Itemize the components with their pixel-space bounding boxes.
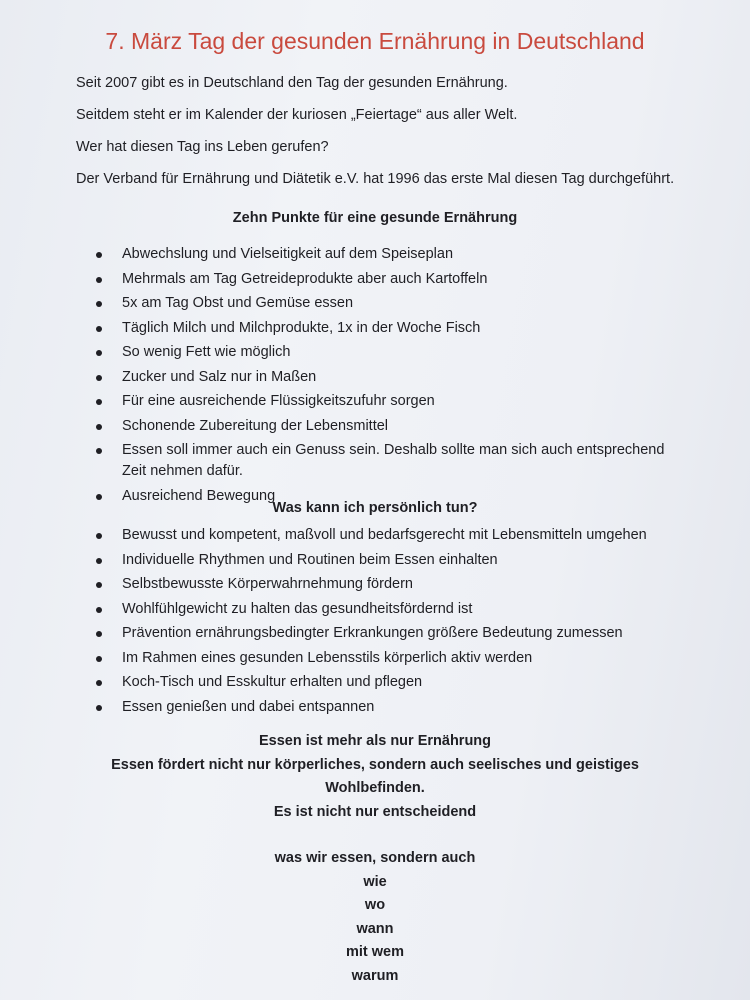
closing-line: Es ist nicht nur entscheidend [273,803,477,820]
list-item-text: Koch-Tisch und Esskultur erhalten und pflegen [122,674,423,690]
bullet-icon [96,494,102,500]
list-item-text: Essen genießen und dabei entspannen [122,698,375,715]
list-item-text: Im Rahmen eines gesunden Lebensstils körperlich aktiv werden [122,649,533,666]
bullet-icon [96,533,102,539]
document-title: 7. März Tag der gesunden Ernährung in Deutschland [105,28,645,54]
list-item [96,672,686,693]
closing-word: warum [351,967,399,984]
closing-word: mit wem [345,944,404,960]
list-item [96,293,686,314]
bullet-icon [96,301,102,307]
bullet-icon [96,558,102,564]
list-item [96,416,686,437]
list-item [96,623,686,644]
bullet-icon [96,607,102,613]
list-item-text: Prävention ernährungsbedingter Erkrankungen größere Bedeutung zumessen [122,625,623,641]
list-item [96,599,686,620]
bullet-icon [96,680,102,686]
bullet-icon [96,399,102,405]
bullet-icon [96,705,102,711]
spacer [0,824,750,847]
list-item [96,244,686,265]
list-item [96,391,686,412]
bullet-icon [96,252,102,258]
section1-list [96,244,686,510]
bullet-icon [96,582,102,588]
list-item-text: Essen soll immer auch ein Genuss sein. Deshalb sollte man sich auch entsprechend Zeit nehmen dafür. [122,442,665,479]
bullet-icon [96,448,102,454]
bullet-icon [96,375,102,381]
list-item-text: Individuelle Rhythmen und Routinen beim Essen einhalten [122,551,498,568]
intro-section [76,72,696,200]
list-item-text: Wohlfühlgewicht zu halten das gesundheitsfördernd ist [122,600,473,617]
closing-word: wie [363,873,387,890]
list-item [96,648,686,669]
bullet-icon [96,277,102,283]
list-item-text: Schonende Zubereitung der Lebensmittel [122,417,389,434]
list-item-text: Täglich Milch und Milchprodukte, 1x in der Woche Fisch [122,319,481,336]
closing-line: was wir essen, sondern auch [274,850,476,866]
closing-word: wo [364,897,386,913]
bullet-icon [96,424,102,430]
list-item [96,574,686,595]
closing-line: Essen ist mehr als nur Ernährung [258,733,492,749]
section2-heading: Was kann ich persönlich tun? [272,500,478,516]
list-item-text: Ausreichend Bewegung [122,487,276,504]
list-item [96,697,686,718]
section1-heading: Zehn Punkte für eine gesunde Ernährung [232,210,518,226]
intro-paragraph: Seit 2007 gibt es in Deutschland den Tag der gesunden Ernährung. [76,75,508,91]
closing-line: Essen fördert nicht nur körperliches, sondern auch seelisches und geistiges Wohlbefinden. [111,756,639,796]
list-item-text: Für eine ausreichende Flüssigkeitszufuhr sorgen [122,393,435,409]
list-item-text: 5x am Tag Obst und Gemüse essen [122,295,354,311]
list-item [96,342,686,363]
bullet-icon [96,326,102,332]
intro-paragraph: Seitdem steht er im Kalender der kuriosen „Feiertage“ aus aller Welt. [76,107,518,123]
list-item-text: So wenig Fett wie möglich [122,344,291,360]
list-item-text: Mehrmals am Tag Getreideprodukte aber auch Kartoffeln [122,270,488,287]
list-item [96,318,686,339]
intro-paragraph: Der Verband für Ernährung und Diätetik e.V. hat 1996 das erste Mal diesen Tag durchgeführt. [76,171,675,187]
list-item [96,367,686,388]
list-item [96,525,686,546]
list-item [96,550,686,571]
list-item [96,269,686,290]
list-item-text: Selbstbewusste Körperwahrnehmung fördern [122,576,413,592]
list-item [96,440,686,482]
bullet-icon [96,656,102,662]
closing-word: wann [356,920,394,937]
bullet-icon [96,350,102,356]
closing-section [0,730,750,988]
section2-list [96,525,686,721]
bullet-icon [96,631,102,637]
intro-paragraph: Wer hat diesen Tag ins Leben gerufen? [76,139,329,155]
list-item-text: Bewusst und kompetent, maßvoll und bedarfsgerecht mit Lebensmitteln umgehen [122,527,647,543]
list-item-text: Zucker und Salz nur in Maßen [122,368,317,385]
list-item-text: Abwechslung und Vielseitigkeit auf dem Speiseplan [122,246,454,262]
